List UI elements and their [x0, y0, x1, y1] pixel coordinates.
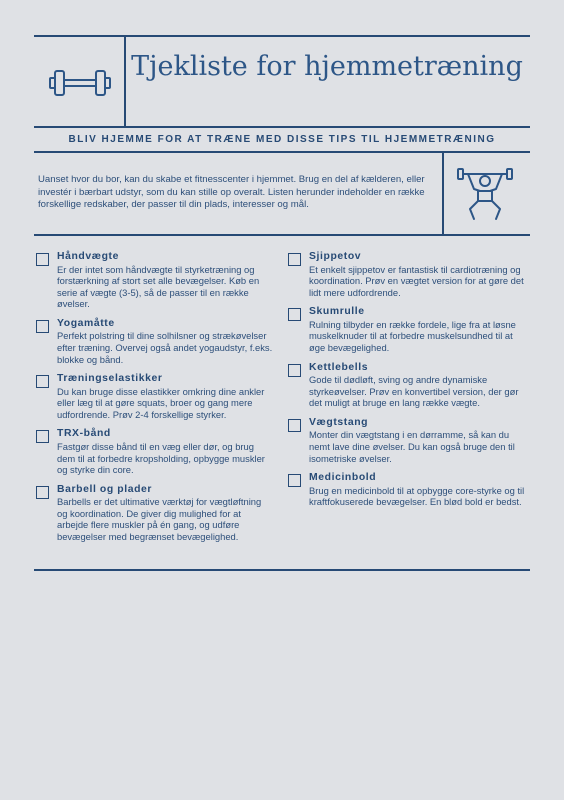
- item-title: Barbell og plader: [57, 483, 153, 495]
- checklist-item: [286, 306, 526, 353]
- item-description: Perfekt polstring til dine solhilsner og strækøvelser efter træning. Overvej også andet yogaudstyr, f.eks. blokke og bånd.: [57, 330, 273, 365]
- item-description: Monter din vægtstang i en dørramme, så kan du nemt lave dine øvelser. Du kan også bruge den til isometriske øvelser.: [309, 429, 515, 464]
- item-description: Barbells er det ultimative værktøj for vægtløftning og koordination. De giver dig mulighed for at arbejde flere muskler på én gang, og udføre bevægelser med begrænset bevægelighed.: [57, 496, 262, 542]
- item-title: Træningselastikker: [57, 373, 163, 385]
- checklist-item: [286, 251, 526, 298]
- item-title: Yogamåtte: [57, 317, 115, 329]
- item-title: TRX-bånd: [57, 428, 111, 440]
- dumbbell-icon: [49, 67, 111, 104]
- page-title: Tjekliste for hjemmetræning: [131, 51, 523, 82]
- item-description: Gode til dødløft, sving og andre dynamiske styrkeøvelser. Prøv en konvertibel version, der gør det muligt at bruge en lang række vægte.: [309, 374, 519, 409]
- item-title: Kettlebells: [309, 361, 369, 373]
- checkbox[interactable]: [36, 320, 49, 333]
- checkbox[interactable]: [288, 419, 301, 432]
- item-title: Sjippetov: [309, 251, 362, 262]
- checklist-item: [34, 373, 274, 420]
- item-title: Håndvægte: [57, 251, 119, 262]
- bottom-rule: [34, 569, 530, 571]
- checkbox[interactable]: [36, 253, 49, 266]
- item-description: Du kan bruge disse elastikker omkring dine ankler eller læg til at gøre squats, broer og gang mere udfordrende. Prøv 2-4 forskellige styrker.: [57, 385, 265, 420]
- top-rule: [34, 35, 530, 37]
- checklist-item: [286, 417, 526, 464]
- intro-bottom-rule: [34, 234, 530, 236]
- checkbox[interactable]: [288, 308, 301, 321]
- checklist-item: [34, 484, 274, 543]
- item-title: Vægtstang: [309, 416, 369, 428]
- checkbox[interactable]: [288, 253, 301, 266]
- intro-text: Uanset hvor du bor, kan du skabe et fitnesscenter i hjemmet. Brug en del af kælderen, eller investér i bærbart udstyr, som du kan stille op overalt. Listen herunder indeholder en række forskellige redskaber, der passer til din plads, interesser og mål.: [38, 174, 425, 210]
- item-description: Er der intet som håndvægte til styrketræning og forstærkning af stort set alle bevægelser. Køb en serie af vægte (3-5), så de passer til en række øvelser.: [57, 263, 260, 310]
- checkbox[interactable]: [288, 364, 301, 377]
- intro-divider: [442, 151, 444, 235]
- checklist-left-column: [34, 251, 274, 551]
- checklist-item: [286, 472, 526, 508]
- item-description: Et enkelt sjippetov er fantastisk til cardiotræning og koordination. Prøv en vægtet version for at gøre det lidt mere udfordrende.: [309, 263, 524, 298]
- checklist-item: [34, 428, 274, 475]
- subtitle-bottom-rule: [34, 151, 530, 153]
- checkbox[interactable]: [288, 474, 301, 487]
- page-subtitle: BLIV HJEMME FOR AT TRÆNE MED DISSE TIPS TIL HJEMMETRÆNING: [68, 134, 496, 145]
- item-description: Brug en medicinbold til at opbygge core-styrke og til kraftfokuserede bevægelser. En blød bold er bedst.: [309, 484, 525, 508]
- header-bottom-rule: [34, 126, 530, 128]
- item-title: Medicinbold: [309, 472, 377, 484]
- checklist-item: [34, 251, 274, 310]
- checkbox[interactable]: [36, 486, 49, 499]
- item-description: Rulning tilbyder en række fordele, lige fra at løsne muskelknuder til at forbedre muskelsundhed til at øge bevægelighed.: [309, 318, 516, 353]
- item-description: Fastgør disse bånd til en væg eller dør, og brug dem til at forbedre kropsholding, opbygge muskler og styrke din core.: [57, 440, 265, 476]
- checklist-item: [286, 362, 526, 409]
- checkbox[interactable]: [36, 430, 49, 443]
- checkbox[interactable]: [36, 375, 49, 388]
- weightlifter-icon: [456, 165, 514, 228]
- checklist-right-column: [286, 251, 526, 516]
- item-title: Skumrulle: [309, 306, 365, 318]
- checklist-item: [34, 318, 274, 365]
